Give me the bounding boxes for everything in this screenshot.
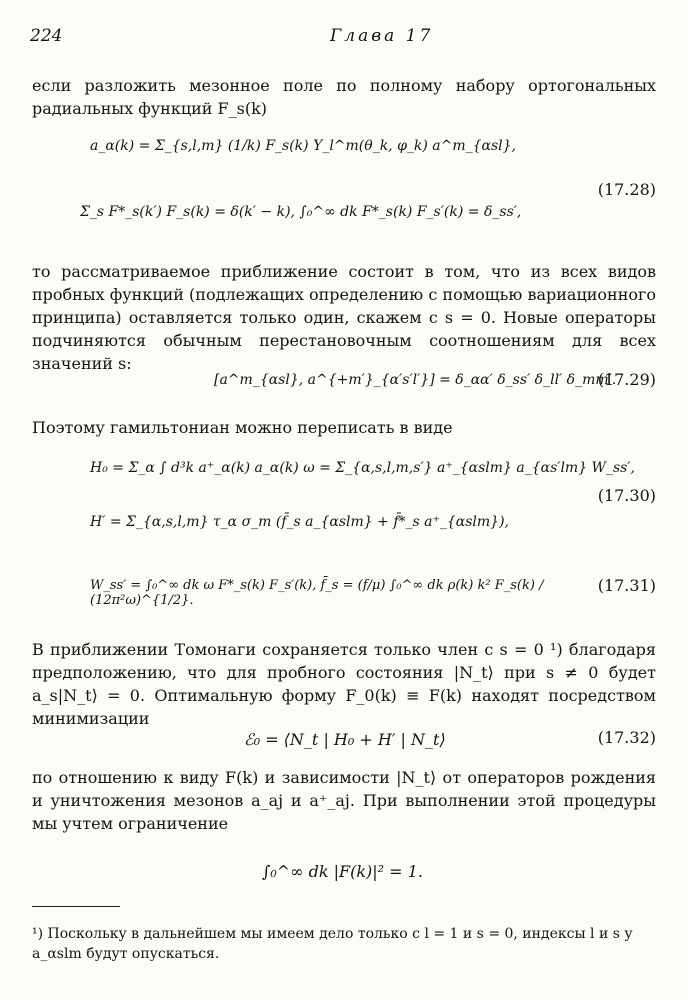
paragraph-2: то рассматриваемое приближение состоит в том, что из всех видов пробных функций (подлежащих определению с помощью вариационного принципа) оставляется только один, скажем с s = 0. Новые операторы подчиняются обычным перестановочным соотношениям для всех значений s:	[32, 262, 656, 373]
equation-17-28-b-text: Σ_s F*_s(k′) F_s(k) = δ(k′ − k), ∫₀^∞ dk F*_s(k) F_s′(k) = δ_ss′,	[80, 204, 522, 220]
equation-17-29: [a^m_{αsl}, a^{+m′}_{α′s′l′}] = δ_αα′ δ_ss′ δ_ll′ δ_mm′.	[214, 372, 617, 388]
footnote: ¹) Поскольку в дальнейшем мы имеем дело только с l = 1 и s = 0, индексы l и s у a_αslm будут опускаться.	[32, 926, 633, 962]
page-number: 224	[30, 26, 63, 46]
equation-17-28-a	[90, 130, 610, 180]
equation-normalization: ∫₀^∞ dk |F(k)|² = 1.	[262, 862, 423, 881]
equation-17-31: W_ss′ = ∫₀^∞ dk ω F*_s(k) F_s′(k), f̄_s = (f/μ) ∫₀^∞ dk ρ(k) k² F_s(k) / (12π²ω)^{1/2}.	[90, 578, 544, 608]
footnote-rule	[32, 906, 120, 907]
paragraph-5: по отношению к виду F(k) и зависимости |N_t⟩ от операторов рождения и уничтожения мезонов a_aj и a⁺_aj. При выполнении этой процедуры мы учтем ограничение	[32, 768, 656, 833]
equation-17-32: ℰ₀ = ⟨N_t | H₀ + H′ | N_t⟩	[244, 730, 446, 749]
paragraph-1: если разложить мезонное поле по полному набору ортогональных радиальных функций F_s(k)	[32, 76, 656, 118]
equation-17-30-a: H₀ = Σ_α ∫ d³k a⁺_α(k) a_α(k) ω = Σ_{α,s,l,m,s′} a⁺_{αslm} a_{αs′lm} W_ss′,	[90, 460, 635, 476]
equation-number-17-29: (17.29)	[597, 370, 656, 389]
running-header	[30, 26, 650, 50]
equation-number-17-31: (17.31)	[597, 576, 656, 595]
equation-number-17-30: (17.30)	[597, 486, 656, 505]
equation-number-17-32: (17.32)	[597, 728, 656, 747]
equation-17-28-b	[80, 192, 600, 242]
equation-number-17-28: (17.28)	[597, 180, 656, 199]
paragraph-4: В приближении Томонаги сохраняется только член с s = 0 ¹) благодаря предположению, что для пробного состояния |N_t⟩ при s ≠ 0 будет a_s|N_t⟩ = 0. Оптимальную форму F_0(k) ≡ F(k) находят посредством минимизации	[32, 640, 656, 728]
equation-17-30-b: H′ = Σ_{α,s,l,m} τ_α σ_m (f̄_s a_{αslm} + f̄*_s a⁺_{αslm}),	[90, 514, 509, 530]
equation-17-28-a-text: a_α(k) = Σ_{s,l,m} (1/k) F_s(k) Y_l^m(θ_k, φ_k) a^m_{αsl},	[90, 138, 517, 154]
paragraph-3: Поэтому гамильтониан можно переписать в виде	[32, 418, 453, 437]
chapter-title: Глава 17	[330, 26, 434, 46]
